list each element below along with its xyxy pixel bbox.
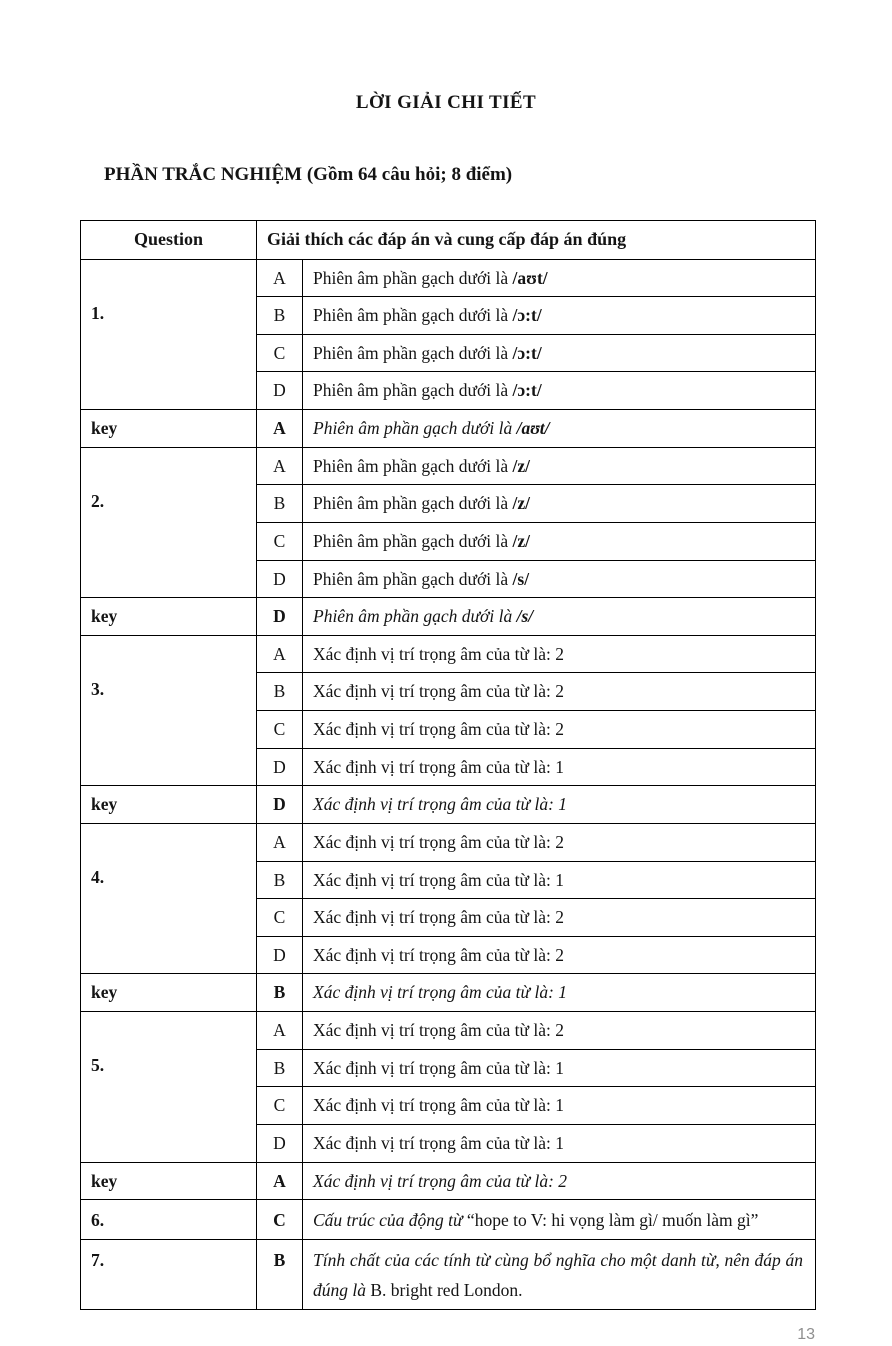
option-letter-cell: A — [257, 259, 303, 297]
explanation-text: Phiên âm phần gạch dưới là — [313, 267, 513, 288]
section-heading: PHẦN TRẮC NGHIỆM (Gồm 64 câu hỏi; 8 điểm) — [104, 164, 513, 185]
explanation-cell — [303, 598, 816, 636]
explanation-cell — [303, 560, 816, 598]
option-letter-cell: A — [257, 1012, 303, 1050]
answer-row — [81, 259, 816, 297]
answer-row — [81, 447, 816, 485]
explanation-cell — [303, 635, 816, 673]
explanation-text: Phiên âm phần gạch dưới là — [313, 380, 513, 401]
explanation-text: /z/ — [512, 493, 531, 514]
question-column-header: Question — [81, 221, 257, 260]
explanation-text: Phiên âm phần gạch dưới là — [313, 418, 517, 438]
explanation-cell — [303, 447, 816, 485]
explanation-text: Xác định vị trí trọng âm của từ là: 2 — [313, 944, 565, 965]
explanation-text: /s/ — [516, 606, 534, 627]
explanation-text: Xác định vị trí trọng âm của từ là: 1 — [313, 794, 568, 815]
explanation-cell — [303, 1012, 816, 1050]
explanation-text: Phiên âm phần gạch dưới là — [313, 455, 513, 476]
document-title: LỜI GIẢI CHI TIẾT — [355, 92, 537, 113]
explanation-text: Xác định vị trí trọng âm của từ là: 2 — [313, 681, 565, 702]
option-letter-cell: D — [257, 598, 303, 636]
question-number-cell: 6. — [81, 1200, 257, 1240]
table-body — [81, 259, 816, 1310]
explanation-text: Phiên âm phần gạch dưới là — [313, 305, 513, 326]
explanation-text: Phiên âm phần gạch dưới là — [313, 568, 513, 589]
explanation-text: Xác định vị trí trọng âm của từ là: 2 — [313, 907, 565, 928]
option-letter-cell: D — [257, 372, 303, 410]
answer-row — [81, 635, 816, 673]
key-label-cell: key — [81, 410, 257, 448]
explanation-cell — [303, 259, 816, 297]
answer-row — [81, 1239, 816, 1309]
explanation-text: Xác định vị trí trọng âm của từ là: 1 — [313, 1095, 565, 1116]
explanation-cell — [303, 297, 816, 335]
option-letter-cell: B — [257, 974, 303, 1012]
explanation-text: B. bright red London. — [370, 1280, 523, 1301]
explanation-text: Xác định vị trí trọng âm của từ là: 2 — [313, 831, 565, 852]
option-letter-cell: C — [257, 711, 303, 749]
key-row — [81, 786, 816, 824]
explanation-text: /ɔ:t/ — [512, 342, 542, 363]
key-row — [81, 1162, 816, 1200]
option-letter-cell: B — [257, 673, 303, 711]
explanation-text: /z/ — [512, 455, 531, 476]
answer-row — [81, 1012, 816, 1050]
option-letter-cell: D — [257, 936, 303, 974]
option-letter-cell: C — [257, 1200, 303, 1240]
explanation-text: Xác định vị trí trọng âm của từ là: 1 — [313, 1132, 565, 1153]
option-letter-cell: D — [257, 1124, 303, 1162]
option-letter-cell: C — [257, 522, 303, 560]
option-letter-cell: B — [257, 485, 303, 523]
key-label-cell: key — [81, 1162, 257, 1200]
table-header-row — [81, 221, 816, 260]
option-letter-cell: D — [257, 786, 303, 824]
explanation-cell — [303, 522, 816, 560]
explanation-cell — [303, 711, 816, 749]
option-letter-cell: B — [257, 1049, 303, 1087]
explanation-cell — [303, 1124, 816, 1162]
option-letter-cell: D — [257, 748, 303, 786]
option-letter-cell: A — [257, 410, 303, 448]
explanation-text: Xác định vị trí trọng âm của từ là: 2 — [313, 719, 565, 739]
explanation-cell — [303, 974, 816, 1012]
option-letter-cell: A — [257, 635, 303, 673]
explanation-text: Phiên âm phần gạch dưới là — [313, 606, 517, 627]
explanation-text: Xác định vị trí trọng âm của từ là: 2 — [313, 1020, 565, 1040]
explanation-cell — [303, 372, 816, 410]
option-letter-cell: C — [257, 1087, 303, 1125]
explanation-column-header: Giải thích các đáp án và cung cấp đáp án đúng — [257, 221, 816, 260]
explanation-cell — [303, 1087, 816, 1125]
key-label-cell: key — [81, 598, 257, 636]
option-letter-cell: A — [257, 823, 303, 861]
explanation-cell — [303, 1200, 816, 1240]
option-letter-cell: A — [257, 1162, 303, 1200]
explanation-text: Xác định vị trí trọng âm của từ là: 1 — [313, 756, 565, 777]
option-letter-cell: B — [257, 861, 303, 899]
explanation-cell — [303, 861, 816, 899]
explanation-cell — [303, 673, 816, 711]
explanation-text: /ɔ:t/ — [512, 305, 542, 326]
option-letter-cell: A — [257, 447, 303, 485]
explanation-cell — [303, 786, 816, 824]
explanation-text: Xác định vị trí trọng âm của từ là: 2 — [313, 1170, 568, 1191]
key-label-cell: key — [81, 974, 257, 1012]
question-number-cell: 3. — [81, 635, 257, 786]
explanation-cell — [303, 334, 816, 372]
explanation-cell — [303, 899, 816, 937]
explanation-text: “hope to V: hi vọng làm gì/ muốn làm gì” — [466, 1210, 759, 1231]
explanation-text: /aʊt/ — [512, 267, 548, 288]
explanation-cell — [303, 1049, 816, 1087]
explanation-text: Xác định vị trí trọng âm của từ là: 1 — [313, 982, 568, 1003]
answer-key-table — [80, 220, 816, 1310]
explanation-text: Xác định vị trí trọng âm của từ là: 1 — [313, 869, 565, 890]
question-number-cell: 4. — [81, 823, 257, 974]
key-row — [81, 410, 816, 448]
page-number: 13 — [797, 1326, 815, 1343]
question-number-cell: 1. — [81, 259, 257, 410]
explanation-text: Phiên âm phần gạch dưới là — [313, 342, 513, 363]
explanation-text: Xác định vị trí trọng âm của từ là: 2 — [313, 643, 565, 664]
answer-row — [81, 823, 816, 861]
question-number-cell: 5. — [81, 1012, 257, 1163]
option-letter-cell: C — [257, 899, 303, 937]
explanation-text: Tính chất của các tính từ cùng bổ nghĩa cho một danh từ, nên đáp án đúng là — [313, 1249, 803, 1301]
explanation-text: /aʊt/ — [516, 418, 550, 438]
answer-row — [81, 1200, 816, 1240]
explanation-cell — [303, 1162, 816, 1200]
option-letter-cell: D — [257, 560, 303, 598]
explanation-text: Xác định vị trí trọng âm của từ là: 1 — [313, 1057, 565, 1078]
explanation-text: /ɔ:t/ — [512, 380, 542, 401]
option-letter-cell: B — [257, 297, 303, 335]
explanation-text: /z/ — [512, 530, 531, 551]
option-letter-cell: C — [257, 334, 303, 372]
key-row — [81, 598, 816, 636]
question-number-cell: 2. — [81, 447, 257, 598]
explanation-text: /s/ — [512, 568, 530, 589]
explanation-cell — [303, 748, 816, 786]
explanation-cell — [303, 1239, 816, 1309]
explanation-cell — [303, 410, 816, 448]
option-letter-cell: B — [257, 1239, 303, 1309]
question-number-cell: 7. — [81, 1239, 257, 1309]
explanation-text: Phiên âm phần gạch dưới là — [313, 530, 513, 551]
explanation-cell — [303, 485, 816, 523]
explanation-text: Cấu trúc của động từ — [313, 1210, 467, 1231]
explanation-cell — [303, 936, 816, 974]
explanation-text: Phiên âm phần gạch dưới là — [313, 493, 513, 514]
key-label-cell: key — [81, 786, 257, 824]
explanation-cell — [303, 823, 816, 861]
key-row — [81, 974, 816, 1012]
